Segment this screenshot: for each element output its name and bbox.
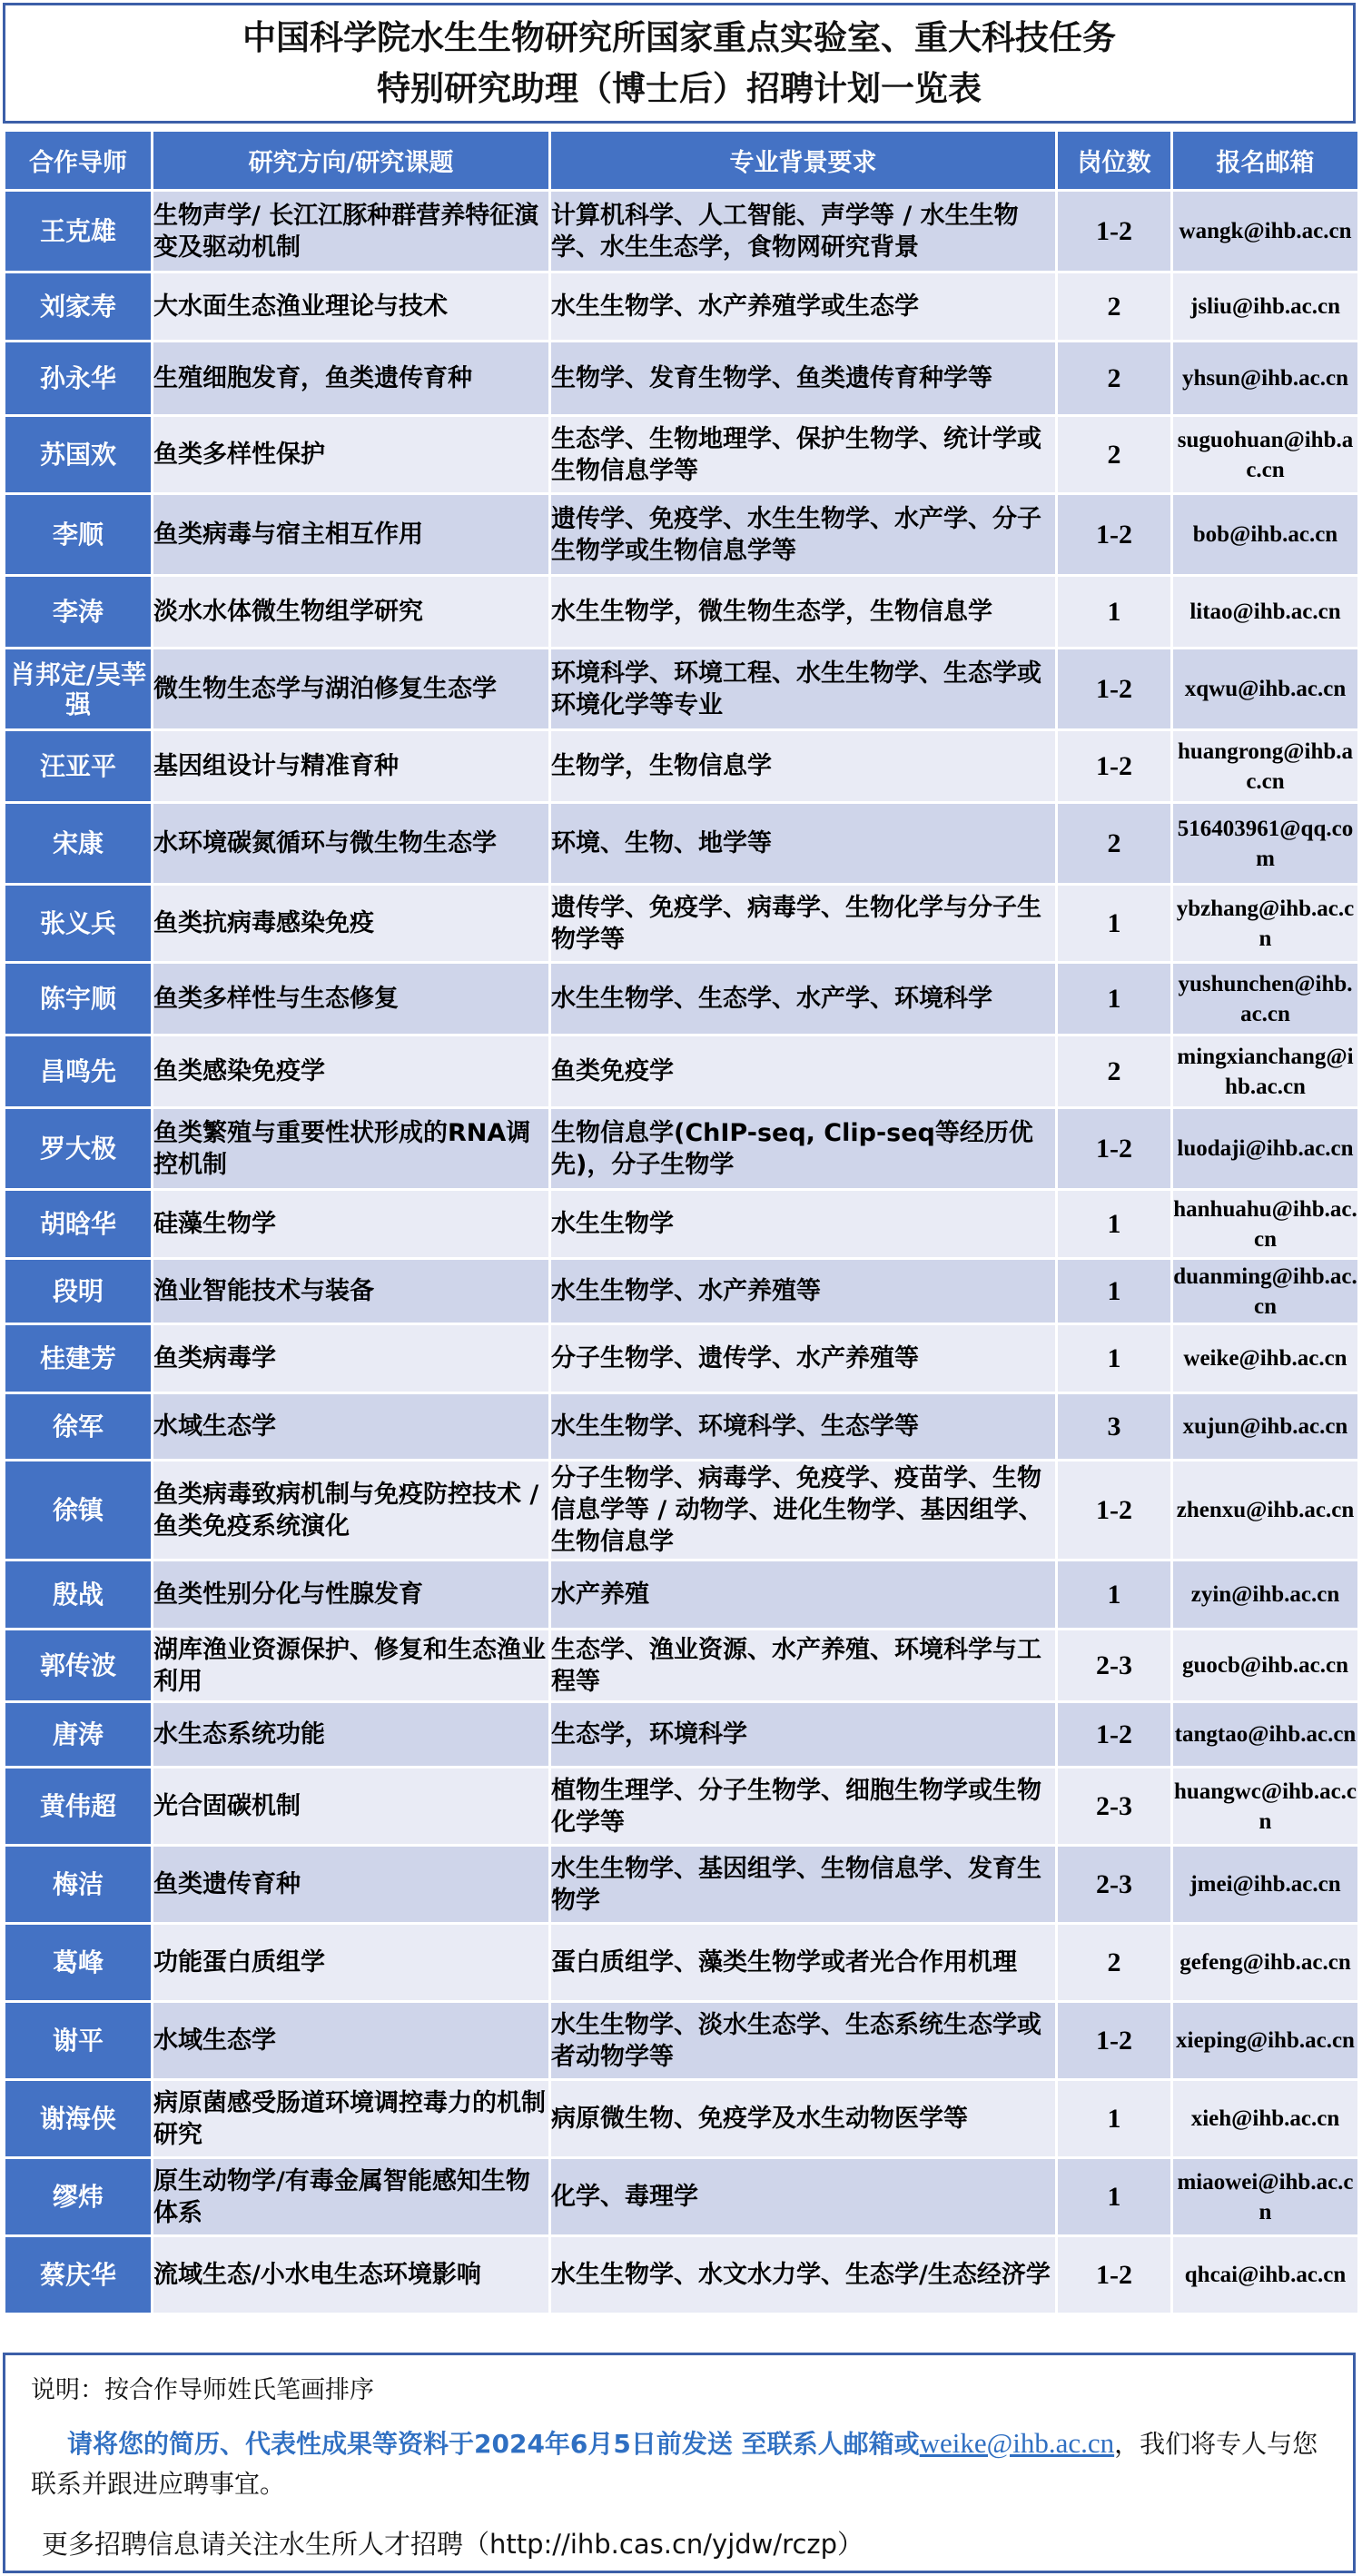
row-background: 水生生物学、水文水力学、生态学/生态经济学 bbox=[550, 2236, 1057, 2314]
header-positions: 岗位数 bbox=[1057, 131, 1172, 191]
row-mentor: 殷战 bbox=[5, 1560, 153, 1630]
row-positions: 1 bbox=[1057, 1324, 1172, 1393]
row-email[interactable]: wangk@ihb.ac.cn bbox=[1172, 191, 1359, 272]
row-background: 病原微生物、免疫学及水生动物医学等 bbox=[550, 2080, 1057, 2158]
row-email[interactable]: jsliu@ihb.ac.cn bbox=[1172, 272, 1359, 342]
row-background: 水产养殖 bbox=[550, 1560, 1057, 1630]
apply-email-link[interactable]: weike@ihb.ac.cn bbox=[919, 2427, 1115, 2459]
notes-box bbox=[3, 2353, 1356, 2573]
row-positions: 1 bbox=[1057, 2080, 1172, 2158]
row-mentor: 葛峰 bbox=[5, 1924, 153, 2002]
row-direction: 鱼类性别分化与性腺发育 bbox=[153, 1560, 550, 1630]
row-direction: 鱼类感染免疫学 bbox=[153, 1035, 550, 1108]
table-row bbox=[5, 803, 1359, 885]
row-mentor: 谢海侠 bbox=[5, 2080, 153, 2158]
row-direction: 水环境碳氮循环与微生物生态学 bbox=[153, 803, 550, 885]
row-email[interactable]: zyin@ihb.ac.cn bbox=[1172, 1560, 1359, 1630]
row-direction: 鱼类抗病毒感染免疫 bbox=[153, 885, 550, 963]
table-row bbox=[5, 885, 1359, 963]
row-direction: 鱼类病毒与宿主相互作用 bbox=[153, 494, 550, 576]
row-background: 生态学、渔业资源、水产养殖、环境科学与工程等 bbox=[550, 1630, 1057, 1702]
row-positions: 3 bbox=[1057, 1393, 1172, 1461]
row-mentor: 李涛 bbox=[5, 576, 153, 649]
row-mentor: 桂建芳 bbox=[5, 1324, 153, 1393]
row-positions: 1-2 bbox=[1057, 1108, 1172, 1190]
row-email[interactable]: litao@ihb.ac.cn bbox=[1172, 576, 1359, 649]
row-mentor: 罗大极 bbox=[5, 1108, 153, 1190]
row-direction: 生殖细胞发育，鱼类遗传育种 bbox=[153, 342, 550, 416]
row-mentor: 昌鸣先 bbox=[5, 1035, 153, 1108]
table-row bbox=[5, 272, 1359, 342]
row-mentor: 段明 bbox=[5, 1259, 153, 1324]
row-direction: 鱼类遗传育种 bbox=[153, 1846, 550, 1924]
row-positions: 1-2 bbox=[1057, 494, 1172, 576]
row-email[interactable]: xieh@ihb.ac.cn bbox=[1172, 2080, 1359, 2158]
row-mentor: 李顺 bbox=[5, 494, 153, 576]
row-direction: 水域生态学 bbox=[153, 2002, 550, 2080]
row-direction: 硅藻生物学 bbox=[153, 1190, 550, 1259]
row-positions: 2 bbox=[1057, 803, 1172, 885]
row-email[interactable]: bob@ihb.ac.cn bbox=[1172, 494, 1359, 576]
row-email[interactable]: yushunchen@ihb.ac.cn bbox=[1172, 963, 1359, 1035]
row-email[interactable]: mingxianchang@ihb.ac.cn bbox=[1172, 1035, 1359, 1108]
row-mentor: 陈宇顺 bbox=[5, 963, 153, 1035]
row-positions: 1 bbox=[1057, 1259, 1172, 1324]
table-row bbox=[5, 1702, 1359, 1768]
table-row bbox=[5, 1324, 1359, 1393]
row-background: 分子生物学、病毒学、免疫学、疫苗学、生物信息学等 / 动物学、进化生物学、基因组学、生物信息学 bbox=[550, 1461, 1057, 1560]
row-email[interactable]: xqwu@ihb.ac.cn bbox=[1172, 649, 1359, 730]
row-positions: 1 bbox=[1057, 2158, 1172, 2236]
row-direction: 功能蛋白质组学 bbox=[153, 1924, 550, 2002]
row-mentor: 汪亚平 bbox=[5, 730, 153, 803]
row-direction: 鱼类多样性保护 bbox=[153, 416, 550, 494]
header-background: 专业背景要求 bbox=[550, 131, 1057, 191]
row-background: 遗传学、免疫学、水生生物学、水产学、分子生物学或生物信息学等 bbox=[550, 494, 1057, 576]
table-row bbox=[5, 1768, 1359, 1846]
row-positions: 2 bbox=[1057, 272, 1172, 342]
row-email[interactable]: guocb@ihb.ac.cn bbox=[1172, 1630, 1359, 1702]
row-positions: 1-2 bbox=[1057, 1461, 1172, 1560]
apply-highlight: 请将您的简历、代表性成果等资料于2024年6月5日前发送 至联系人邮箱或 bbox=[67, 2429, 920, 2459]
row-mentor: 刘家寿 bbox=[5, 272, 153, 342]
row-email[interactable]: hanhuahu@ihb.ac.cn bbox=[1172, 1190, 1359, 1259]
row-background: 生物学，生物信息学 bbox=[550, 730, 1057, 803]
row-email[interactable]: huangrong@ihb.ac.cn bbox=[1172, 730, 1359, 803]
table-row bbox=[5, 416, 1359, 494]
row-background: 生物信息学(ChIP-seq, Clip-seq等经历优先)，分子生物学 bbox=[550, 1108, 1057, 1190]
title-box bbox=[3, 3, 1356, 124]
row-positions: 2 bbox=[1057, 1924, 1172, 2002]
table-row bbox=[5, 1190, 1359, 1259]
row-mentor: 苏国欢 bbox=[5, 416, 153, 494]
row-direction: 鱼类病毒致病机制与免疫防控技术 / 鱼类免疫系统演化 bbox=[153, 1461, 550, 1560]
table-row bbox=[5, 963, 1359, 1035]
row-background: 蛋白质组学、藻类生物学或者光合作用机理 bbox=[550, 1924, 1057, 2002]
table-row bbox=[5, 2080, 1359, 2158]
header-direction: 研究方向/研究课题 bbox=[153, 131, 550, 191]
table-body bbox=[5, 191, 1359, 2314]
row-background: 生态学、生物地理学、保护生物学、统计学或生物信息学等 bbox=[550, 416, 1057, 494]
row-positions: 1-2 bbox=[1057, 191, 1172, 272]
row-positions: 1-2 bbox=[1057, 2002, 1172, 2080]
row-mentor: 肖邦定/吴莘强 bbox=[5, 649, 153, 730]
row-direction: 基因组设计与精准育种 bbox=[153, 730, 550, 803]
table-row bbox=[5, 1108, 1359, 1190]
table-row bbox=[5, 1924, 1359, 2002]
table-row bbox=[5, 2236, 1359, 2314]
apply-instructions bbox=[31, 2423, 1329, 2504]
row-positions: 1 bbox=[1057, 1190, 1172, 1259]
row-mentor: 徐军 bbox=[5, 1393, 153, 1461]
row-positions: 2-3 bbox=[1057, 1630, 1172, 1702]
row-email[interactable]: jmei@ihb.ac.cn bbox=[1172, 1846, 1359, 1924]
row-email[interactable]: 516403961@qq.com bbox=[1172, 803, 1359, 885]
row-background: 水生生物学、环境科学、生态学等 bbox=[550, 1393, 1057, 1461]
row-direction: 鱼类繁殖与重要性状形成的RNA调控机制 bbox=[153, 1108, 550, 1190]
row-mentor: 缪炜 bbox=[5, 2158, 153, 2236]
row-direction: 淡水水体微生物组学研究 bbox=[153, 576, 550, 649]
table-row bbox=[5, 576, 1359, 649]
row-direction: 流域生态/小水电生态环境影响 bbox=[153, 2236, 550, 2314]
row-positions: 1-2 bbox=[1057, 1702, 1172, 1768]
header-mentor: 合作导师 bbox=[5, 131, 153, 191]
row-background: 遗传学、免疫学、病毒学、生物化学与分子生物学等 bbox=[550, 885, 1057, 963]
row-positions: 1-2 bbox=[1057, 649, 1172, 730]
row-direction: 生物声学/ 长江江豚种群营养特征演变及驱动机制 bbox=[153, 191, 550, 272]
row-direction: 微生物生态学与湖泊修复生态学 bbox=[153, 649, 550, 730]
row-background: 鱼类免疫学 bbox=[550, 1035, 1057, 1108]
more-info-note: 更多招聘信息请关注水生所人才招聘（http://ihb.cas.cn/yjdw/rczp） bbox=[42, 2529, 864, 2560]
row-mentor: 谢平 bbox=[5, 2002, 153, 2080]
row-positions: 1 bbox=[1057, 1560, 1172, 1630]
row-email[interactable]: xieping@ihb.ac.cn bbox=[1172, 2002, 1359, 2080]
page-title-line-1: 中国科学院水生生物研究所国家重点实验室、重大科技任务 bbox=[242, 17, 1116, 57]
row-direction: 光合固碳机制 bbox=[153, 1768, 550, 1846]
row-background: 生物学、发育生物学、鱼类遗传育种学等 bbox=[550, 342, 1057, 416]
row-background: 水生生物学、淡水生态学、生态系统生态学或者动物学等 bbox=[550, 2002, 1057, 2080]
row-email[interactable]: weike@ihb.ac.cn bbox=[1172, 1324, 1359, 1393]
header-email: 报名邮箱 bbox=[1172, 131, 1359, 191]
row-background: 水生生物学，微生物生态学，生物信息学 bbox=[550, 576, 1057, 649]
row-background: 水生生物学、基因组学、生物信息学、发育生物学 bbox=[550, 1846, 1057, 1924]
row-positions: 1 bbox=[1057, 963, 1172, 1035]
row-email[interactable]: zhenxu@ihb.ac.cn bbox=[1172, 1461, 1359, 1560]
row-direction: 湖库渔业资源保护、修复和生态渔业利用 bbox=[153, 1630, 550, 1702]
row-positions: 1 bbox=[1057, 576, 1172, 649]
table-row bbox=[5, 2002, 1359, 2080]
row-background: 分子生物学、遗传学、水产养殖等 bbox=[550, 1324, 1057, 1393]
row-email[interactable]: miaowei@ihb.ac.cn bbox=[1172, 2158, 1359, 2236]
row-positions: 2-3 bbox=[1057, 1768, 1172, 1846]
row-background: 环境、生物、地学等 bbox=[550, 803, 1057, 885]
table-row bbox=[5, 1630, 1359, 1702]
table-row bbox=[5, 1461, 1359, 1560]
row-email[interactable]: qhcai@ihb.ac.cn bbox=[1172, 2236, 1359, 2314]
row-email[interactable]: ybzhang@ihb.ac.cn bbox=[1172, 885, 1359, 963]
row-direction: 水域生态学 bbox=[153, 1393, 550, 1461]
row-positions: 2 bbox=[1057, 1035, 1172, 1108]
table-row bbox=[5, 1560, 1359, 1630]
row-background: 计算机科学、人工智能、声学等 / 水生生物学、水生生态学，食物网研究背景 bbox=[550, 191, 1057, 272]
row-mentor: 徐镇 bbox=[5, 1461, 153, 1560]
row-positions: 2 bbox=[1057, 416, 1172, 494]
row-positions: 1-2 bbox=[1057, 730, 1172, 803]
row-background: 水生生物学、水产养殖学或生态学 bbox=[550, 272, 1057, 342]
row-email[interactable]: luodaji@ihb.ac.cn bbox=[1172, 1108, 1359, 1190]
table-row bbox=[5, 1393, 1359, 1461]
table-row bbox=[5, 1259, 1359, 1324]
row-email[interactable]: yhsun@ihb.ac.cn bbox=[1172, 342, 1359, 416]
row-background: 水生生物学、水产养殖等 bbox=[550, 1259, 1057, 1324]
row-direction: 渔业智能技术与装备 bbox=[153, 1259, 550, 1324]
row-direction: 病原菌感受肠道环境调控毒力的机制研究 bbox=[153, 2080, 550, 2158]
row-direction: 水生态系统功能 bbox=[153, 1702, 550, 1768]
row-email[interactable]: suguohuan@ihb.ac.cn bbox=[1172, 416, 1359, 494]
table-row bbox=[5, 2158, 1359, 2236]
apply-tail: ，我们将专人与您联系并跟进应聘事宜。 bbox=[31, 2429, 1318, 2499]
row-direction: 大水面生态渔业理论与技术 bbox=[153, 272, 550, 342]
row-direction: 原生动物学/有毒金属智能感知生物体系 bbox=[153, 2158, 550, 2236]
row-positions: 1 bbox=[1057, 885, 1172, 963]
page-title-line-2: 特别研究助理（博士后）招聘计划一览表 bbox=[377, 68, 982, 108]
row-background: 环境科学、环境工程、水生生物学、生态学或环境化学等专业 bbox=[550, 649, 1057, 730]
row-mentor: 梅洁 bbox=[5, 1846, 153, 1924]
row-positions: 2-3 bbox=[1057, 1846, 1172, 1924]
row-direction: 鱼类多样性与生态修复 bbox=[153, 963, 550, 1035]
row-mentor: 宋康 bbox=[5, 803, 153, 885]
row-positions: 2 bbox=[1057, 342, 1172, 416]
row-background: 植物生理学、分子生物学、细胞生物学或生物化学等 bbox=[550, 1768, 1057, 1846]
table-row bbox=[5, 342, 1359, 416]
recruitment-table bbox=[3, 129, 1360, 2315]
row-background: 水生生物学 bbox=[550, 1190, 1057, 1259]
row-background: 化学、毒理学 bbox=[550, 2158, 1057, 2236]
row-mentor: 唐涛 bbox=[5, 1702, 153, 1768]
row-direction: 鱼类病毒学 bbox=[153, 1324, 550, 1393]
table-row bbox=[5, 494, 1359, 576]
row-email[interactable]: huangwc@ihb.ac.cn bbox=[1172, 1768, 1359, 1846]
row-email[interactable]: tangtao@ihb.ac.cn bbox=[1172, 1702, 1359, 1768]
row-mentor: 张义兵 bbox=[5, 885, 153, 963]
row-positions: 1-2 bbox=[1057, 2236, 1172, 2314]
row-mentor: 蔡庆华 bbox=[5, 2236, 153, 2314]
table-row bbox=[5, 730, 1359, 803]
table-row bbox=[5, 1035, 1359, 1108]
row-mentor: 郭传波 bbox=[5, 1630, 153, 1702]
row-mentor: 胡晗华 bbox=[5, 1190, 153, 1259]
row-mentor: 黄伟超 bbox=[5, 1768, 153, 1846]
row-email[interactable]: gefeng@ihb.ac.cn bbox=[1172, 1924, 1359, 2002]
row-background: 水生生物学、生态学、水产学、环境科学 bbox=[550, 963, 1057, 1035]
row-background: 生态学，环境科学 bbox=[550, 1702, 1057, 1768]
row-email[interactable]: duanming@ihb.ac.cn bbox=[1172, 1259, 1359, 1324]
row-mentor: 孙永华 bbox=[5, 342, 153, 416]
table-row bbox=[5, 191, 1359, 272]
row-email[interactable]: xujun@ihb.ac.cn bbox=[1172, 1393, 1359, 1461]
table-header-row bbox=[5, 131, 1359, 191]
row-mentor: 王克雄 bbox=[5, 191, 153, 272]
table-row bbox=[5, 1846, 1359, 1924]
table-row bbox=[5, 649, 1359, 730]
ordering-note: 说明：按合作导师姓氏笔画排序 bbox=[31, 2376, 374, 2404]
